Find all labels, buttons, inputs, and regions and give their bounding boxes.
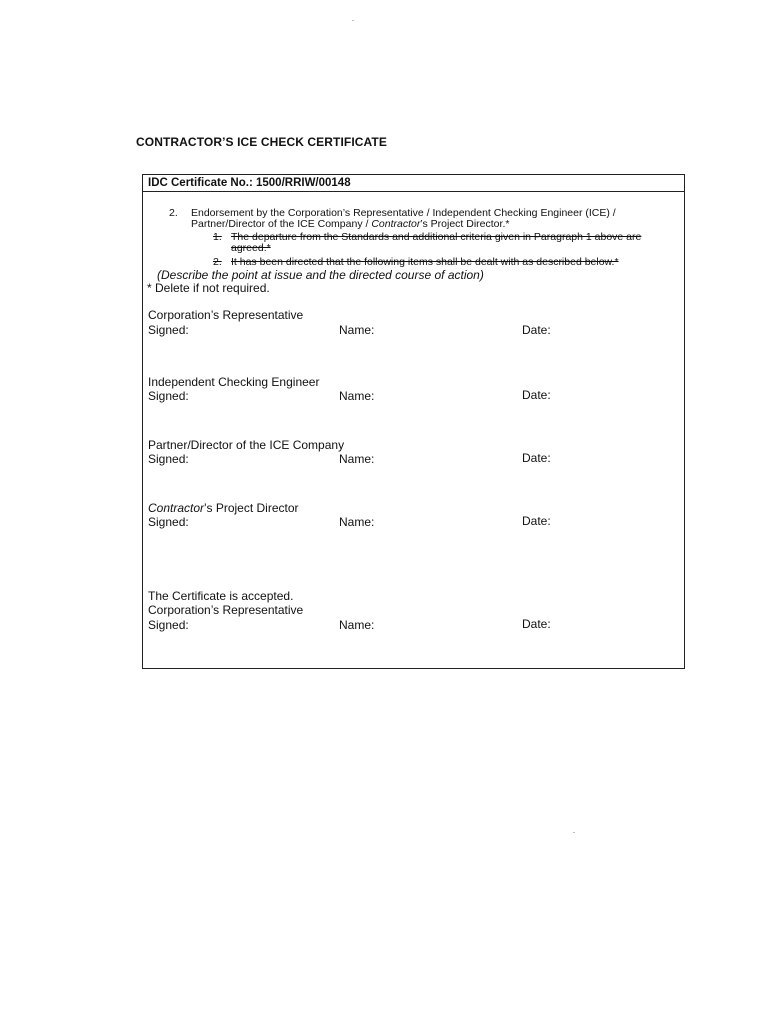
name-label: Name:: [339, 389, 375, 403]
name-label: Name:: [339, 452, 375, 466]
signature-role-independent-checking-engineer: Independent Checking Engineer: [148, 375, 320, 389]
page-title: CONTRACTOR’S ICE CHECK CERTIFICATE: [136, 135, 387, 149]
struck-item-1-number: 1.: [213, 231, 222, 243]
scan-speck: [573, 832, 575, 833]
item-number: 2.: [169, 207, 178, 219]
instruction-text: (Describe the point at issue and the directed course of action): [157, 268, 484, 282]
signed-label: Signed:: [148, 452, 189, 466]
signature-role-contractor-project-director: [148, 501, 299, 515]
date-label: Date:: [522, 323, 551, 337]
name-label: Name:: [339, 618, 375, 632]
signature-role-ice-company-director: Partner/Director of the ICE Company: [148, 438, 345, 452]
endorsement-line-1: Endorsement by the Corporation’s Representative / Independent Checking Engineer (ICE) /: [191, 207, 616, 219]
role-italic-part: Contractor: [148, 501, 205, 515]
delete-note: * Delete if not required.: [147, 281, 270, 295]
name-label: Name:: [339, 323, 375, 337]
struck-item-1-line-2: agreed.*: [231, 242, 271, 254]
signature-role-corporation-rep: Corporation’s Representative: [148, 308, 304, 322]
signed-label: Signed:: [148, 323, 189, 337]
role-rest-part: ’s Project Director: [204, 501, 299, 515]
struck-item-2-number: 2.: [213, 256, 222, 268]
name-label: Name:: [339, 515, 375, 529]
endorsement-line-2-italic: Contractor: [371, 218, 421, 230]
struck-item-2-text: It has been directed that the following items shall be dealt with as described below.*: [231, 256, 619, 268]
signed-label: Signed:: [148, 515, 189, 529]
endorsement-line-2-part1: Partner/Director of the ICE Company /: [191, 218, 372, 230]
signed-label: Signed:: [148, 618, 189, 632]
acceptance-statement: The Certificate is accepted.: [148, 589, 294, 603]
struck-item-1-line-1: The departure from the Standards and additional criteria given in Paragraph 1 above are: [231, 231, 642, 243]
signed-label: Signed:: [148, 389, 189, 403]
date-label: Date:: [522, 451, 551, 465]
date-label: Date:: [522, 514, 551, 528]
endorsement-line-2: [191, 218, 509, 230]
certificate-box: [142, 174, 685, 669]
certificate-number-header: IDC Certificate No.: 1500/RRIW/00148: [143, 175, 684, 192]
endorsement-line-2-part2: ’s Project Director.*: [420, 218, 510, 230]
date-label: Date:: [522, 388, 551, 402]
acceptance-role: Corporation’s Representative: [148, 603, 304, 617]
date-label: Date:: [522, 617, 551, 631]
scan-speck: [352, 20, 354, 21]
